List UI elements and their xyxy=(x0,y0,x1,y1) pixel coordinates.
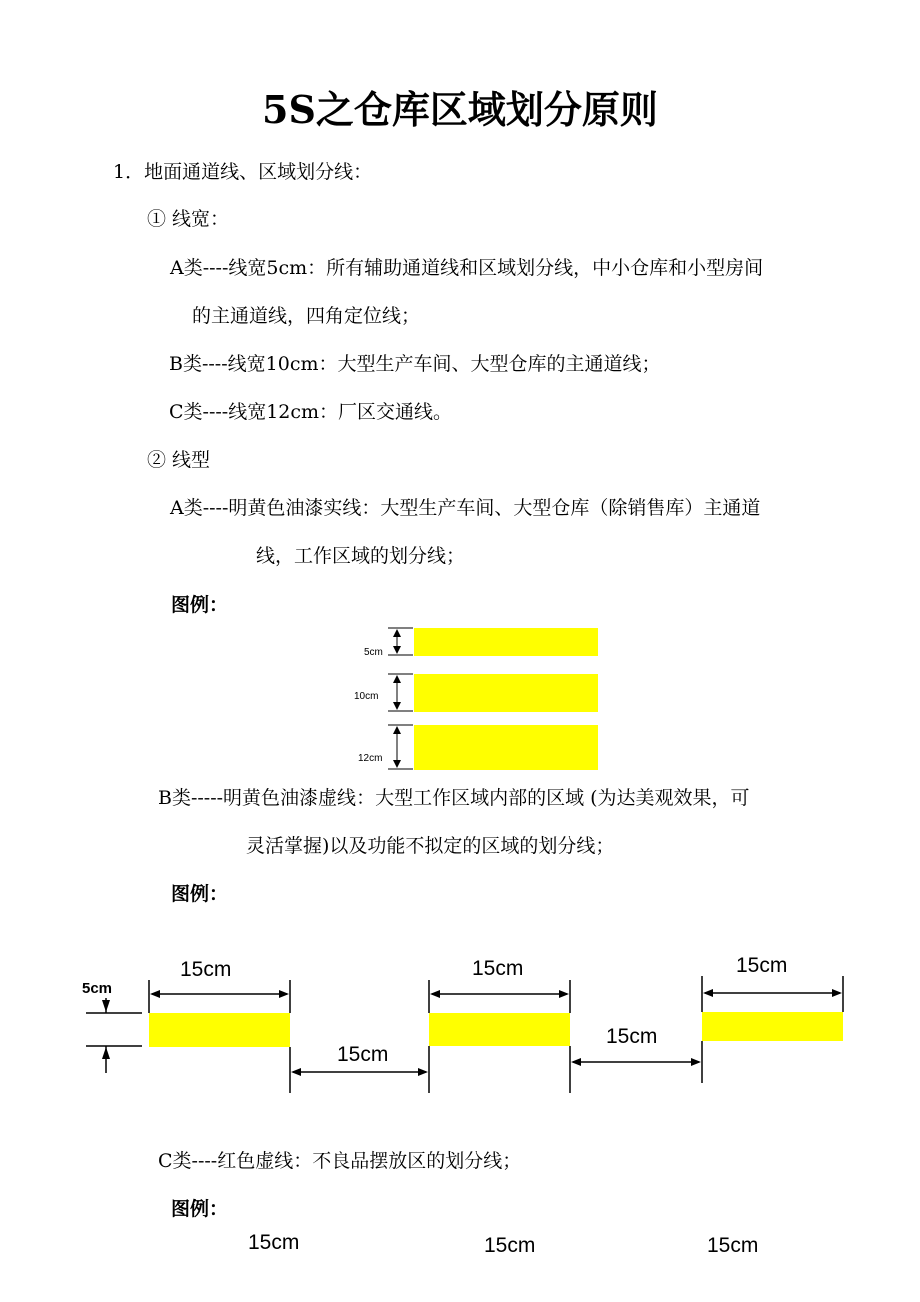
width-label-10cm: 10cm xyxy=(354,691,379,702)
width-class-c-text: C类----线宽12cm：厂区交通线。 xyxy=(169,401,453,423)
width-class-a-text: A类----线宽5cm：所有辅助通道线和区域划分线，中小仓库和小型房间 xyxy=(170,257,764,279)
legend-label: 图例： xyxy=(171,1198,229,1220)
gap-length-label: 15cm xyxy=(337,1043,389,1066)
segment-length-label: 15cm xyxy=(180,958,232,981)
section-heading: 1．地面通道线、区域划分线： xyxy=(113,161,373,183)
type-class-b-text: B类-----明黄色油漆虚线：大型工作区域内部的区域 (为达美观效果，可 xyxy=(158,787,750,809)
segment-length-label: 15cm xyxy=(736,954,788,977)
subsection-line-type: ② 线型 xyxy=(147,449,211,471)
segment-length-label: 15cm xyxy=(472,957,524,980)
red-segment-length-label: 15cm xyxy=(484,1234,536,1257)
type-class-a-text-cont: 线，工作区域的划分线； xyxy=(256,545,466,567)
page-title: 5S之仓库区域划分原则 xyxy=(262,87,658,132)
dash-segment xyxy=(702,1012,843,1041)
width-label-12cm: 12cm xyxy=(358,753,383,764)
gap-length-label: 15cm xyxy=(606,1025,658,1048)
type-class-c-text: C类----红色虚线：不良品摆放区的划分线； xyxy=(158,1150,522,1172)
width-class-b-text: B类----线宽10cm：大型生产车间、大型仓库的主通道线； xyxy=(169,353,661,375)
width-class-a-text-cont: 的主通道线，四角定位线； xyxy=(192,305,421,327)
type-class-a-text: A类----明黄色油漆实线：大型生产车间、大型仓库（除销售库）主通道 xyxy=(170,497,761,519)
subsection-line-width: ① 线宽： xyxy=(147,208,230,230)
width-label-5cm: 5cm xyxy=(364,647,383,658)
red-segment-length-label: 15cm xyxy=(707,1234,759,1257)
legend-label: 图例： xyxy=(171,594,229,616)
dash-segment xyxy=(429,1013,570,1046)
height-label-5cm: 5cm xyxy=(82,980,113,997)
red-segment-length-label: 15cm xyxy=(248,1231,300,1254)
dash-segment xyxy=(149,1013,290,1047)
type-class-b-text-cont: 灵活掌握)以及功能不拟定的区域的划分线； xyxy=(246,835,615,857)
legend-label: 图例： xyxy=(171,883,229,905)
